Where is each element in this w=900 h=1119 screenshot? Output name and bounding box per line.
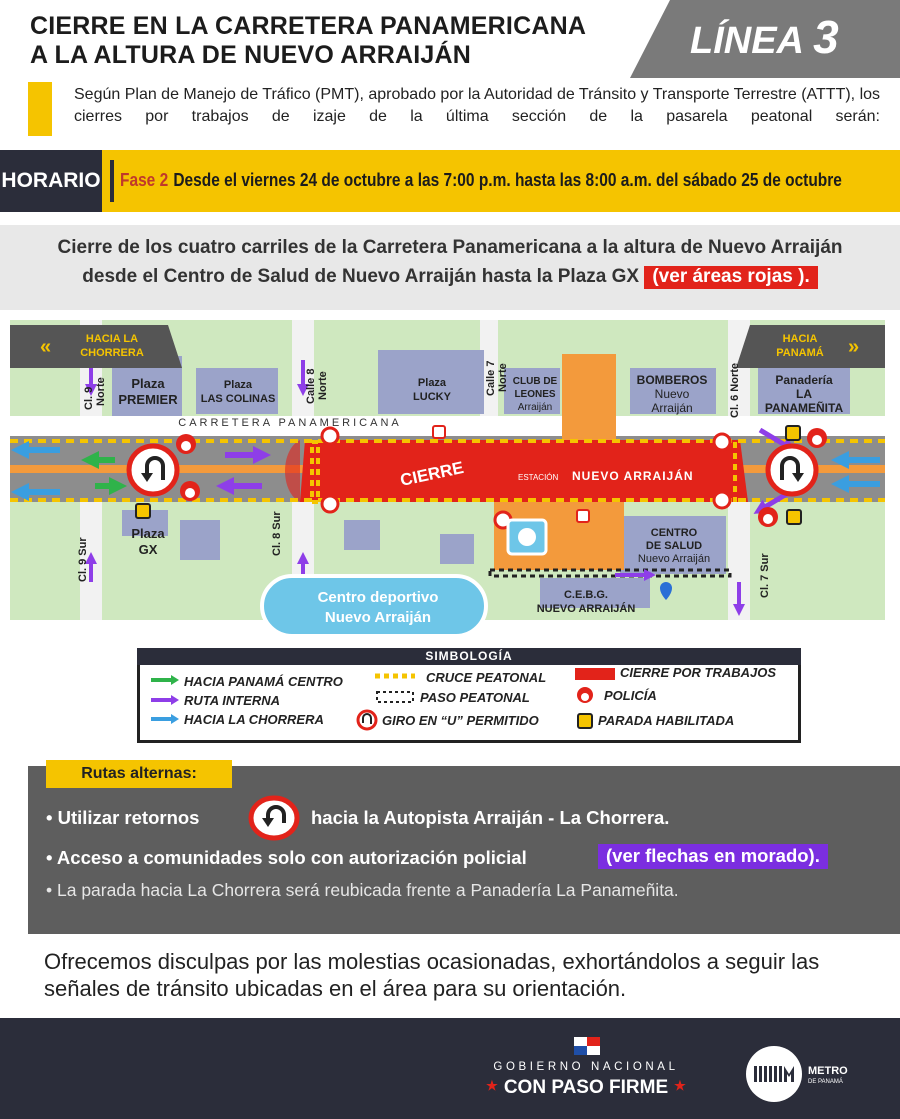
club-leones-2: LEONES [514, 389, 556, 400]
linea-number: 3 [813, 11, 839, 63]
traffic-map [0, 320, 900, 644]
legend-giro-u: GIRO EN “U” PERMITIDO [382, 713, 539, 728]
panama-flag-icon [574, 1037, 600, 1055]
panama-arrow-icon: » [848, 336, 860, 358]
bullet-retornos: • Utilizar retornos [46, 807, 200, 828]
centro-deportivo-badge [262, 576, 486, 636]
building-gx-2 [180, 520, 220, 560]
horario-divider [110, 160, 114, 202]
chorrera-arrow-icon: « [40, 336, 52, 358]
metro-brand: METRO DE PANAMÁ [808, 1065, 848, 1085]
legend-cierre-trabajos: CIERRE POR TRABAJOS [620, 665, 777, 680]
ball-icon [518, 528, 536, 546]
panaderia-1: Panadería [775, 373, 833, 387]
intro-text: Según Plan de Manejo de Tráfico (PMT), aprobado por la Autoridad de Tránsito y Transporte Terrestre (ATTT), los cierres por trabajos de izaje de la última sección de la pasarela peatonal serán: [74, 86, 881, 125]
plaza-premier-1: Plaza [131, 376, 165, 391]
legend-hacia-panama: HACIA PANAMÁ CENTRO [184, 674, 343, 689]
metro-logo-icon [744, 1044, 804, 1104]
bus-stop-icon-4 [433, 426, 445, 438]
police-icon-1 [176, 434, 196, 454]
pedestrian-icon-1 [322, 428, 338, 444]
legend-paso-peatonal: PASO PEATONAL [420, 690, 530, 705]
street-cl8-sur: Cl. 8 Sur [271, 511, 283, 556]
legend-bus-icon [578, 714, 592, 728]
linea-label [690, 10, 839, 64]
pedestrian-icon-3 [714, 434, 730, 450]
cebg-2: NUEVO ARRAIJÁN [536, 603, 636, 615]
estacion-name: NUEVO ARRAIJÁN [572, 469, 694, 483]
bomberos-2: Nuevo [654, 387, 690, 401]
title-line-1: CIERRE EN LA CARRETERA PANAMERICANA [30, 12, 587, 40]
street-calle7-norte-2: Norte [497, 363, 509, 392]
hacia-panama-line1: HACIA [782, 333, 818, 345]
street-calle8-norte-2: Norte [317, 371, 329, 400]
plaza-gx-1: Plaza [131, 526, 165, 541]
plaza-gx-2: GX [138, 542, 158, 557]
street-calle7-norte-1: Calle 7 [485, 360, 497, 396]
gobierno-line1: GOBIERNO NACIONAL [493, 1061, 679, 1073]
centro-salud-3: Nuevo Arraiján [637, 553, 711, 565]
carretera-label: CARRETERA PANAMERICANA [178, 417, 402, 429]
u-turn-sign-west [129, 446, 177, 494]
closure-description [0, 233, 900, 291]
panaderia-3: PANAMEÑITA [764, 401, 844, 415]
legend-police-icon [577, 687, 593, 703]
plaza-premier-2: PREMIER [118, 392, 178, 407]
bullet-retornos-dest: hacia la Autopista Arraiján - La Chorrera. [311, 807, 670, 828]
street-cl9-sur: Cl. 9 Sur [77, 537, 89, 582]
title-line-2: A LA ALTURA DE NUEVO ARRAIJÁN [30, 41, 471, 69]
rutas-alternas-label: Rutas alternas: [46, 760, 232, 788]
centro-salud-1: CENTRO [650, 527, 698, 539]
estacion-prefix: ESTACIÓN [518, 473, 559, 482]
hacia-panama-line2: PANAMÁ [776, 347, 824, 359]
building-small-1 [344, 520, 380, 550]
plaza-colinas-1: Plaza [223, 379, 253, 391]
apology-text: Ofrecemos disculpas por las molestias ocasionadas, exhortándolos a seguir las señales de tránsito ubicadas en el área para su orientación. [44, 949, 820, 1001]
street-cl6-norte: Cl. 6 Norte [729, 362, 741, 418]
panaderia-2: LA [796, 387, 812, 401]
plaza-lucky-1: Plaza [417, 377, 447, 389]
pedestrian-icon-4 [714, 492, 730, 508]
intro-accent-bar [28, 82, 52, 136]
legend-u-turn-icon [358, 711, 376, 729]
page-title [30, 12, 630, 70]
legend-cruce-peatonal: CRUCE PEATONAL [426, 670, 547, 685]
club-leones-3: Arraiján [517, 402, 553, 413]
building-small-2 [440, 534, 474, 564]
legend-policia: POLICÍA [604, 688, 657, 703]
club-leones-1: CLUB DE [512, 376, 558, 387]
closure-line-1: Cierre de los cuatro carriles de la Carretera Panamericana a la altura de Nuevo Arraiján [57, 237, 843, 258]
street-cl9-norte-1: Cl. 9 [83, 386, 95, 410]
horario-label: HORARIO [0, 150, 102, 212]
street-calle8-norte-1: Calle 8 [305, 368, 317, 404]
bus-stop-icon-2 [786, 426, 800, 440]
bus-stop-icon-1 [136, 504, 150, 518]
plaza-colinas-2: LAS COLINAS [200, 393, 276, 405]
police-icon-3 [807, 428, 827, 448]
purple-tag: (ver flechas en morado). [598, 845, 828, 867]
police-icon-4 [758, 507, 778, 527]
horario-text [120, 170, 842, 191]
u-turn-icon [248, 795, 300, 841]
centro-deportivo-2: Nuevo Arraiján [324, 609, 432, 626]
closure-line-2: desde el Centro de Salud de Nuevo Arraiján hasta la Plaza GX [82, 266, 640, 287]
cebg-1: C.E.B.G. [563, 589, 609, 601]
building-colinas [196, 368, 278, 414]
fase-label: Fase 2 [120, 170, 169, 190]
centro-salud-2: DE SALUD [645, 540, 703, 552]
street-cl7-sur: Cl. 7 Sur [759, 553, 771, 598]
legend-parada: PARADA HABILITADA [598, 713, 735, 728]
cierre-label: CIERRE [398, 457, 466, 490]
bus-stop-icon-3 [787, 510, 801, 524]
plaza-lucky-2: LUCKY [413, 391, 451, 403]
bomberos-1: BOMBEROS [636, 373, 708, 387]
legend-cierre-icon [575, 668, 615, 680]
closure-highlight: (ver áreas rojas ). [644, 266, 817, 289]
legend-paso-icon [377, 692, 413, 702]
bomberos-3: Arraiján [651, 401, 693, 415]
police-icon-2 [180, 481, 200, 501]
hacia-chorrera-line2: CHORRERA [80, 347, 144, 359]
pedestrian-icon-2 [322, 496, 338, 512]
centro-deportivo-1: Centro deportivo [317, 589, 439, 606]
legend-title: SIMBOLOGÍA [137, 648, 801, 665]
horario-schedule: Desde el viernes 24 de octubre a las 7:00 p.m. hasta las 8:00 a.m. del sábado 25 de octubre [173, 170, 842, 190]
legend-hacia-chorrera: HACIA LA CHORRERA [184, 712, 324, 727]
linea-word: LÍNEA [690, 20, 803, 62]
u-turn-sign-east [768, 446, 816, 494]
legend-ruta-interna: RUTA INTERNA [184, 693, 281, 708]
bullet-acceso: • Acceso a comunidades solo con autorización policial [46, 847, 527, 868]
bus-stop-icon-5 [577, 510, 589, 522]
street-cl9-norte-2: Norte [95, 377, 107, 406]
gobierno-line2: ★ CON PASO FIRME ★ [486, 1077, 686, 1098]
hacia-chorrera-line1: HACIA LA [85, 333, 139, 345]
bullet-parada: • La parada hacia La Chorrera será reubicada frente a Panadería La Panameñita. [46, 880, 679, 900]
